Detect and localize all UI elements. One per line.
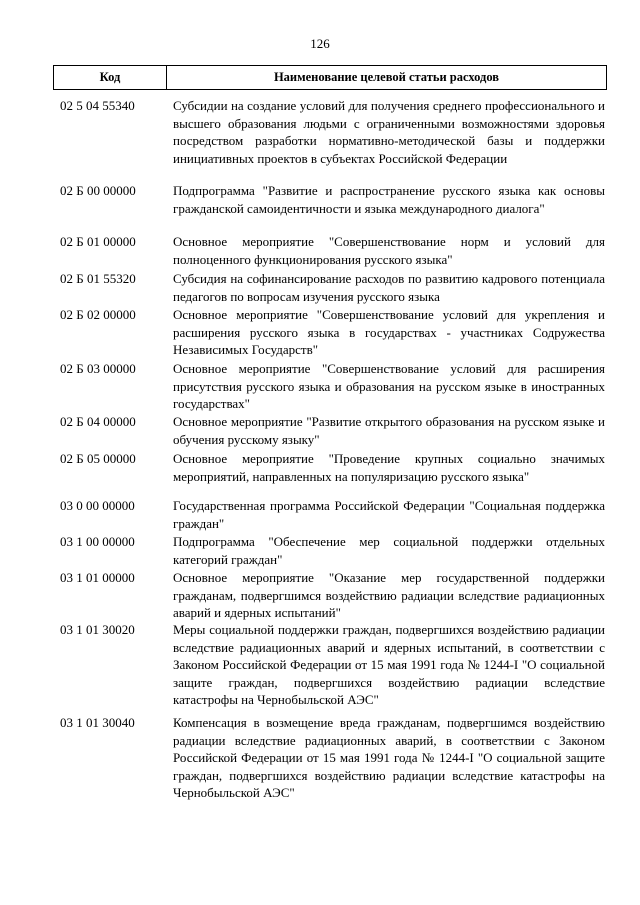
page-number: 126: [310, 36, 330, 51]
row-description: Меры социальной поддержки граждан, подвергшихся воздействию радиации вследствие радиационных аварий и ядерных испытаний, в соответствии с Законом Российской Федерации от 15 мая 1991 года № 1244-I "О социальной защите граждан, подвергшихся воздействию радиации вследствие катастрофы на Чернобыльской АЭС": [173, 622, 605, 707]
table-row: [60, 450, 605, 485]
table-row: [60, 270, 605, 305]
row-description: Основное мероприятие "Совершенствование норм и условий для полноценного функционирования русского языка": [173, 234, 605, 267]
row-description: Субсидии на создание условий для получения среднего профессионального и высшего образования людьми с ограниченными возможностями здоровья посредством разработки нормативно-методической базы и поддержки инициативных проектов в субъектах Российской Федерации: [173, 98, 605, 166]
row-code: 02 Б 02 00000: [60, 307, 136, 322]
row-code: 02 Б 05 00000: [60, 451, 136, 466]
column-header-name: Наименование целевой статьи расходов: [273, 70, 500, 84]
row-description: Субсидия на софинансирование расходов по развитию кадрового потенциала педагогов по вопросам изучения русского языка: [173, 271, 605, 304]
row-code: 03 1 01 00000: [60, 570, 135, 585]
table-row: [60, 569, 605, 622]
row-code: 03 1 01 30020: [60, 622, 135, 637]
row-code: 02 Б 03 00000: [60, 361, 136, 376]
row-description: Основное мероприятие "Совершенствование условий для укрепления и расширения русского языка в государствах - участниках Содружества Независимых Государств": [173, 307, 605, 357]
row-description: Подпрограмма "Обеспечение мер социальной поддержки отдельных категорий граждан": [173, 534, 605, 567]
row-code: 02 Б 01 00000: [60, 234, 136, 249]
row-code: 02 Б 04 00000: [60, 414, 136, 429]
table-row: [60, 533, 605, 568]
table-row: [60, 233, 605, 268]
row-code: 02 5 04 55340: [60, 98, 135, 113]
row-description: Подпрограмма "Развитие и распространение русского языка как основы гражданской самоидентичности и языка международного диалога": [173, 183, 605, 216]
row-code: 02 Б 00 00000: [60, 183, 136, 198]
row-description: Государственная программа Российской Федерации "Социальная поддержка граждан": [173, 498, 605, 531]
row-code: 03 1 00 00000: [60, 534, 135, 549]
row-code: 03 1 01 30040: [60, 715, 135, 730]
table-row: [60, 497, 605, 532]
table-row: [60, 360, 605, 413]
row-description: Компенсация в возмещение вреда гражданам, подвергшимся воздействию радиации вследствие радиационных аварий, в соответствии с Законом Российской Федерации от 15 мая 1991 года № 1244-I "О социальной защите граждан, подвергшихся воздействию радиации вследствие катастрофы на Чернобыльской АЭС": [173, 715, 605, 800]
row-description: Основное мероприятие "Развитие открытого образования на русском языке и обучения русскому языку": [173, 414, 605, 447]
row-code: 02 Б 01 55320: [60, 271, 136, 286]
table-row: [60, 714, 605, 802]
column-header-code: Код: [54, 66, 167, 89]
table-row: [60, 413, 605, 448]
table-row: [60, 182, 605, 217]
table-row: [60, 97, 605, 167]
row-code: 03 0 00 00000: [60, 498, 135, 513]
row-description: Основное мероприятие "Оказание мер государственной поддержки гражданам, подвергшимся воздействию радиации вследствие радиационных аварий и ядерных испытаний": [173, 570, 605, 620]
table-row: [60, 621, 605, 709]
row-description: Основное мероприятие "Проведение крупных социально значимых мероприятий, направленных на популяризацию русского языка": [173, 451, 605, 484]
row-description: Основное мероприятие "Совершенствование условий для расширения присутствия русского языка и образования на русском языке в иностранных государствах": [173, 361, 605, 411]
table-header: [53, 65, 607, 90]
table-row: [60, 306, 605, 359]
